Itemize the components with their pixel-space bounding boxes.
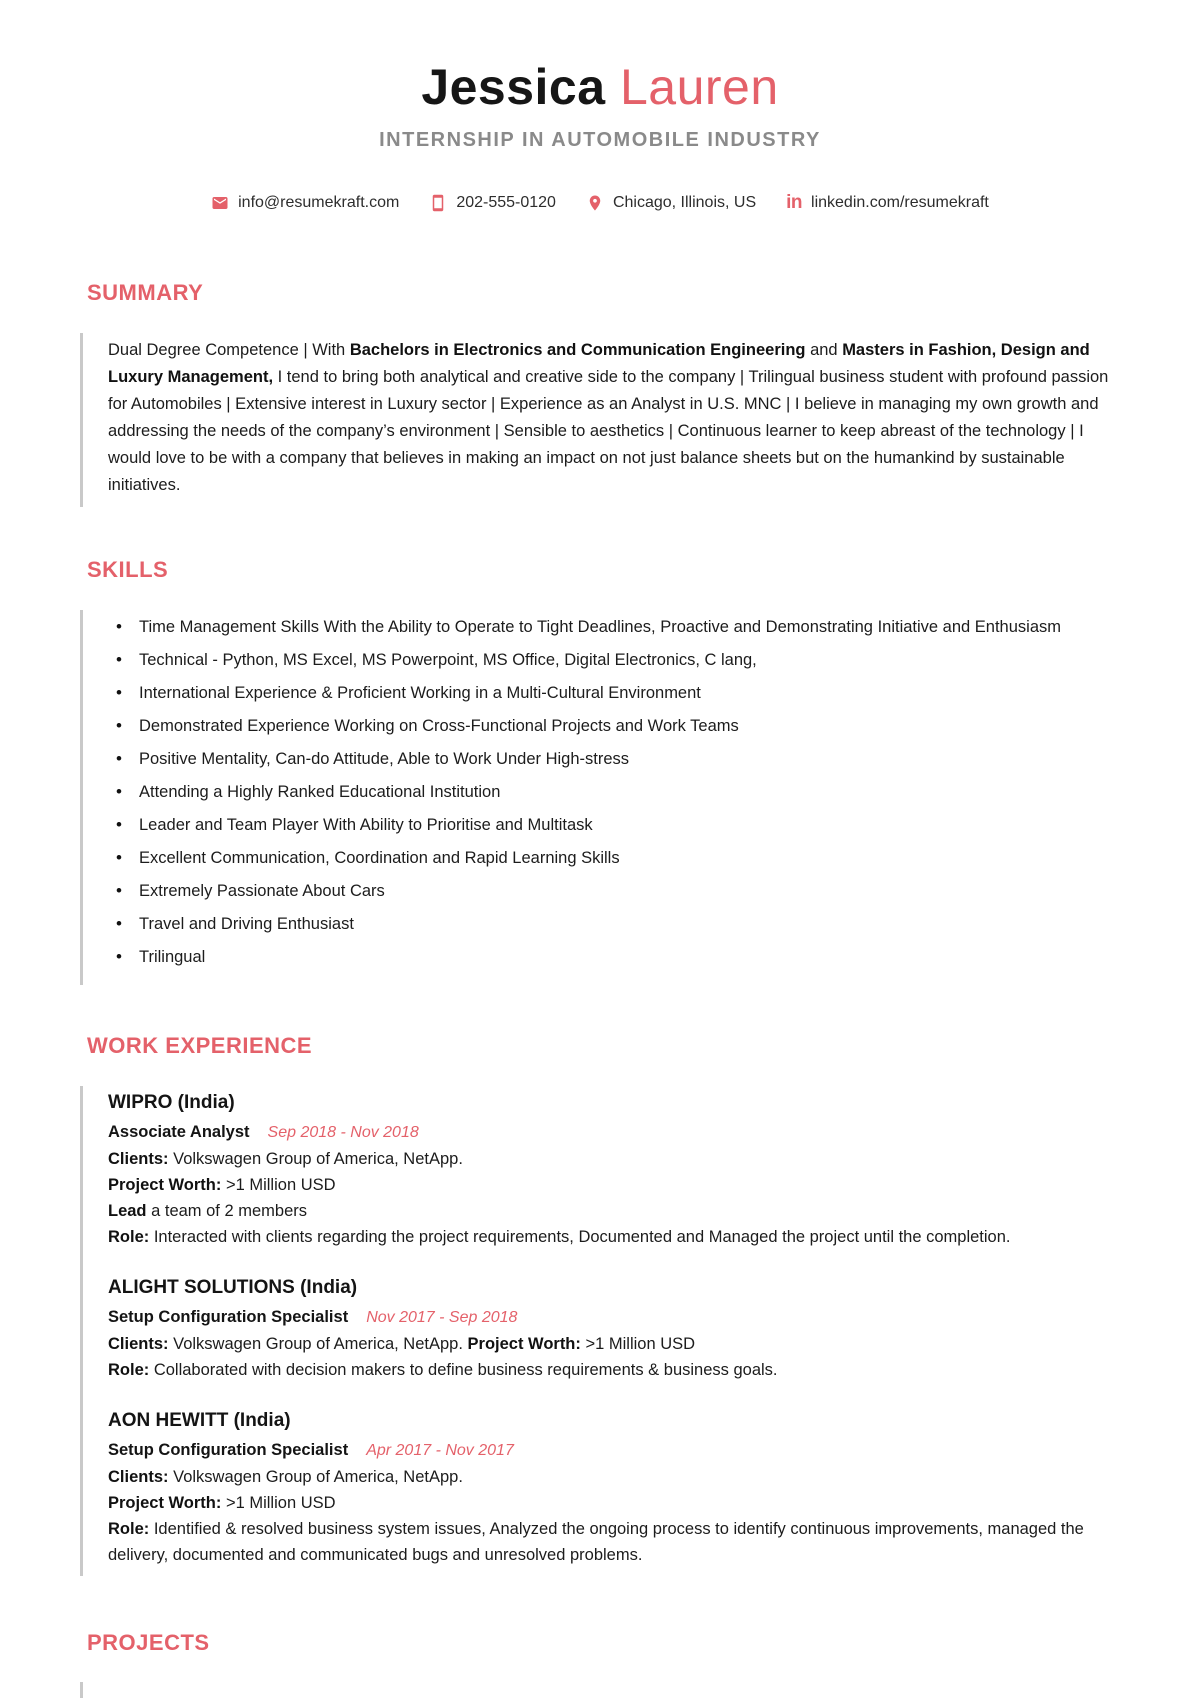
job-title-row (108, 1304, 1110, 1331)
phone-icon (429, 194, 447, 212)
section-summary (80, 280, 1110, 507)
job-detail-line: Role: Identified & resolved business system issues, Analyzed the ongoing process to identify continuous improvements, managed the delivery, documented and communicated bugs and unresolved problems. (108, 1520, 1084, 1564)
summary-paragraph: Dual Degree Competence | With Bachelors in Electronics and Communication Engineering and Masters in Fashion, Design and Luxury Management, I tend to bring both analytical and creative side to the company | Trilingual business student with profound passion for Automobiles | Extensive interest in Luxury sector | Experience as an Analyst in U.S. MNC | I believe in managing my own growth and addressing the needs of the company’s environment | Sensible to aesthetics | Continuous learner to keep abreast of the technology | I would love to be with a company that believes in making an impact on not just balance sheets but on the humankind by sustainable initiatives. (108, 341, 1109, 494)
skill-item: • Leader and Team Player With Ability to Prioritise and Multitask (108, 812, 1110, 838)
company-name: AON HEWITT (India) (108, 1410, 291, 1431)
location-pin-icon (586, 194, 604, 212)
job-title-row (108, 1119, 1110, 1146)
section-skills (80, 557, 1110, 985)
job-detail-line: Clients: Volkswagen Group of America, NetApp. (108, 1468, 463, 1486)
company-name: WIPRO (India) (108, 1092, 235, 1113)
experience-block (80, 1086, 1110, 1576)
job-title-row (108, 1437, 1110, 1464)
job-detail-line: Lead a team of 2 members (108, 1202, 307, 1220)
job-entry (108, 1275, 1110, 1383)
job-detail-line: Role: Collaborated with decision makers to define business requirements & business goals. (108, 1361, 778, 1379)
job-dates: Sep 2018 - Nov 2018 (267, 1124, 419, 1141)
skills-block (80, 610, 1110, 985)
projects-heading: PROJECTS (87, 1630, 210, 1655)
skills-list (108, 614, 1110, 970)
experience-heading: WORK EXPERIENCE (87, 1033, 313, 1058)
contact-email-text: info@resumekraft.com (238, 194, 400, 211)
job-dates: Nov 2017 - Sep 2018 (366, 1309, 518, 1326)
contact-phone (429, 194, 556, 212)
skill-item: • International Experience & Proficient Working in a Multi-Cultural Environment (108, 680, 1110, 706)
company-name: ALIGHT SOLUTIONS (India) (108, 1277, 358, 1298)
job-dates: Apr 2017 - Nov 2017 (366, 1442, 514, 1459)
contact-phone-text: 202-555-0120 (456, 194, 556, 211)
skill-item: • Demonstrated Experience Working on Cross-Functional Projects and Work Teams (108, 713, 1110, 739)
skill-item: • Positive Mentality, Can-do Attitude, Able to Work Under High-stress (108, 746, 1110, 772)
job-detail-line: Project Worth: >1 Million USD (108, 1494, 336, 1512)
projects-block-stub (80, 1682, 1110, 1698)
resume-header (0, 60, 1200, 212)
summary-heading: SUMMARY (87, 280, 204, 305)
role-subtitle: INTERNSHIP IN AUTOMOBILE INDUSTRY (379, 129, 821, 151)
linkedin-icon: in (786, 192, 803, 213)
skills-heading: SKILLS (87, 557, 169, 582)
job-detail-line: Role: Interacted with clients regarding the project requirements, Documented and Managed the project until the completion. (108, 1228, 1011, 1246)
job-title: Setup Configuration Specialist (108, 1441, 349, 1459)
contact-location-text: Chicago, Illinois, US (612, 194, 757, 211)
skill-item: • Extremely Passionate About Cars (108, 878, 1110, 904)
skill-item: • Trilingual (108, 944, 1110, 970)
section-projects (80, 1630, 1110, 1698)
job-detail-line: Clients: Volkswagen Group of America, NetApp. Project Worth: >1 Million USD (108, 1335, 696, 1353)
job-entry (108, 1090, 1110, 1250)
last-name: Lauren (619, 59, 779, 115)
email-icon (211, 194, 229, 212)
contact-location (586, 194, 756, 212)
skill-item: • Time Management Skills With the Ability to Operate to Tight Deadlines, Proactive and Demonstrating Initiative and Enthusiasm (108, 614, 1110, 640)
job-title: Associate Analyst (108, 1123, 250, 1141)
job-entry (108, 1408, 1110, 1568)
name-heading (0, 60, 1200, 114)
skill-item: • Attending a Highly Ranked Educational Institution (108, 779, 1110, 805)
skill-item: • Technical - Python, MS Excel, MS Powerpoint, MS Office, Digital Electronics, C lang, (108, 647, 1110, 673)
contact-linkedin (786, 194, 989, 212)
contact-linkedin-text: linkedin.com/resumekraft (811, 194, 989, 211)
summary-block (80, 333, 1110, 507)
skill-item: • Travel and Driving Enthusiast (108, 911, 1110, 937)
first-name: Jessica (421, 59, 606, 115)
job-title: Setup Configuration Specialist (108, 1308, 349, 1326)
job-detail-line: Clients: Volkswagen Group of America, NetApp. (108, 1150, 463, 1168)
contact-email (211, 194, 399, 212)
section-experience (80, 1033, 1110, 1576)
skill-item: • Excellent Communication, Coordination and Rapid Learning Skills (108, 845, 1110, 871)
job-detail-line: Project Worth: >1 Million USD (108, 1176, 336, 1194)
contact-row (0, 194, 1200, 212)
